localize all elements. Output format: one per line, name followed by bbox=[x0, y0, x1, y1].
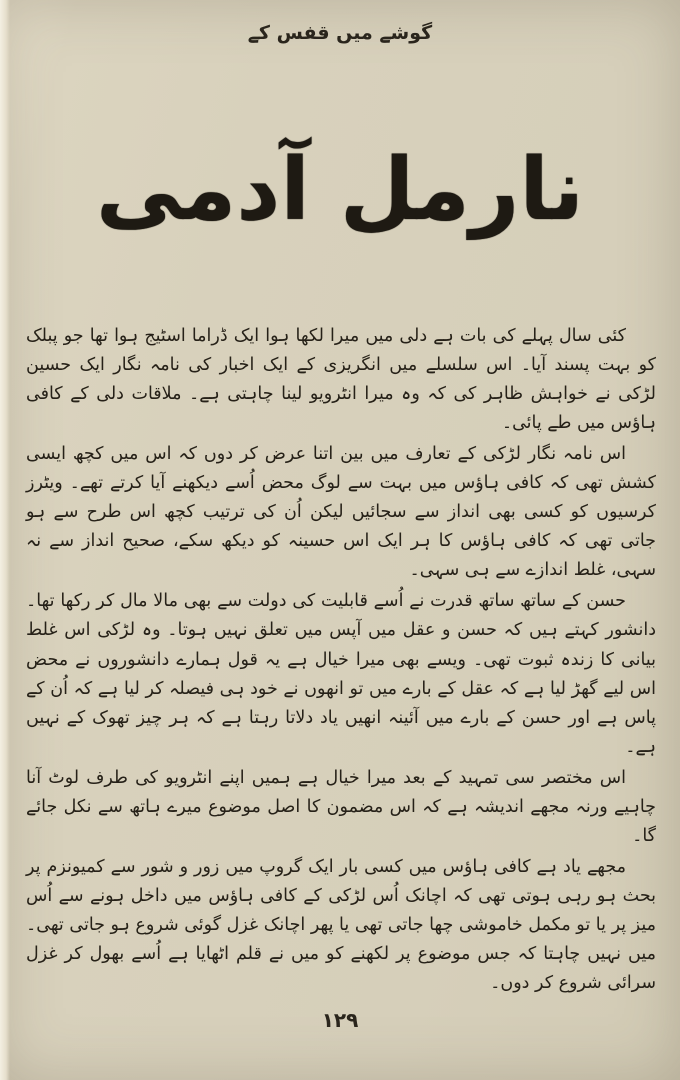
running-header: گوشے میں قفس کے bbox=[247, 22, 433, 44]
paragraph: اس مختصر سی تمہید کے بعد میرا خیال ہے ہمیں اپنے انٹرویو کی طرف لوٹ آنا چاہیے ورنہ مجھے اندیشہ ہے کہ اس مضمون کا اصل موضوع میرے ہاتھ سے نکل جائے گا۔ bbox=[26, 767, 656, 846]
paragraph: کئی سال پہلے کی بات ہے دلی میں میرا لکھا ہوا ایک ڈراما اسٹیج ہوا تھا جو پبلک کو بہت پسند آیا۔ اس سلسلے میں انگریزی کے ایک اخبار کی نامہ نگار ایک حسین لڑکی نے خواہش ظاہر کی کہ وہ میرا انٹرویو لینا چاہتی ہے۔ ملاقات دلی کے کافی ہاؤس میں طے پائی۔ bbox=[26, 326, 656, 434]
body-text bbox=[26, 322, 656, 1000]
page-number: ۱۲۹ bbox=[321, 1008, 359, 1032]
chapter-title: نارمل آدمی bbox=[96, 139, 584, 240]
paragraph: حسن کے ساتھ ساتھ قدرت نے اُسے قابلیت کی دولت سے بھی مالا مال کر رکھا تھا۔ دانشور کہتے ہیں کہ حسن و عقل میں آپس میں تعلق نہیں ہوتا۔ وہ لڑکی اس غلط بیانی کا زندہ ثبوت تھی۔ ویسے بھی میرا خیال ہے یہ قول ہمارے دانشوروں نے محض اس لیے گھڑ لیا ہے کہ عقل کے بارے میں تو انھوں نے خود ہی فیصلہ کر لیا ہے کہ اُن کے پاس ہے اور حسن کے بارے میں آئینہ انھیں یاد دلاتا رہتا ہے کہ ہر چیز تھوک کے نہیں ہے۔ bbox=[26, 591, 656, 757]
paragraph: اس نامہ نگار لڑکی کے تعارف میں بین اتنا عرض کر دوں کہ اس میں کچھ ایسی کشش تھی کہ کافی ہاؤس میں بہت سے لوگ محض اُسے دیکھنے آیا کرتے تھے۔ ویٹرز کرسیوں کو کسی بھی انداز سے سجائیں لیکن اُن کی ترتیب کچھ اس طرح سے ہو جاتی تھی کہ کافی ہاؤس کا ہر ایک اس حسینہ کو دیکھ سکے، صحیح انداز سے نہ سہی، غلط اندازے سے ہی سہی۔ bbox=[26, 444, 656, 581]
paragraph: مجھے یاد ہے کافی ہاؤس میں کسی بار ایک گروپ میں زور و شور سے کمیونزم پر بحث ہو رہی ہوتی تھی کہ اچانک اُس لڑکی کے کافی ہاؤس میں داخل ہونے سے اُس میز پر یا تو مکمل خاموشی چھا جاتی تھی یا پھر اچانک غزل گوئی شروع ہو جاتی تھی۔ میں نہیں چاہتا کہ جس موضوع پر لکھنے کو میں نے قلم اٹھایا ہے اُسے بھول کر غزل سرائی شروع کر دوں۔ bbox=[26, 856, 656, 994]
